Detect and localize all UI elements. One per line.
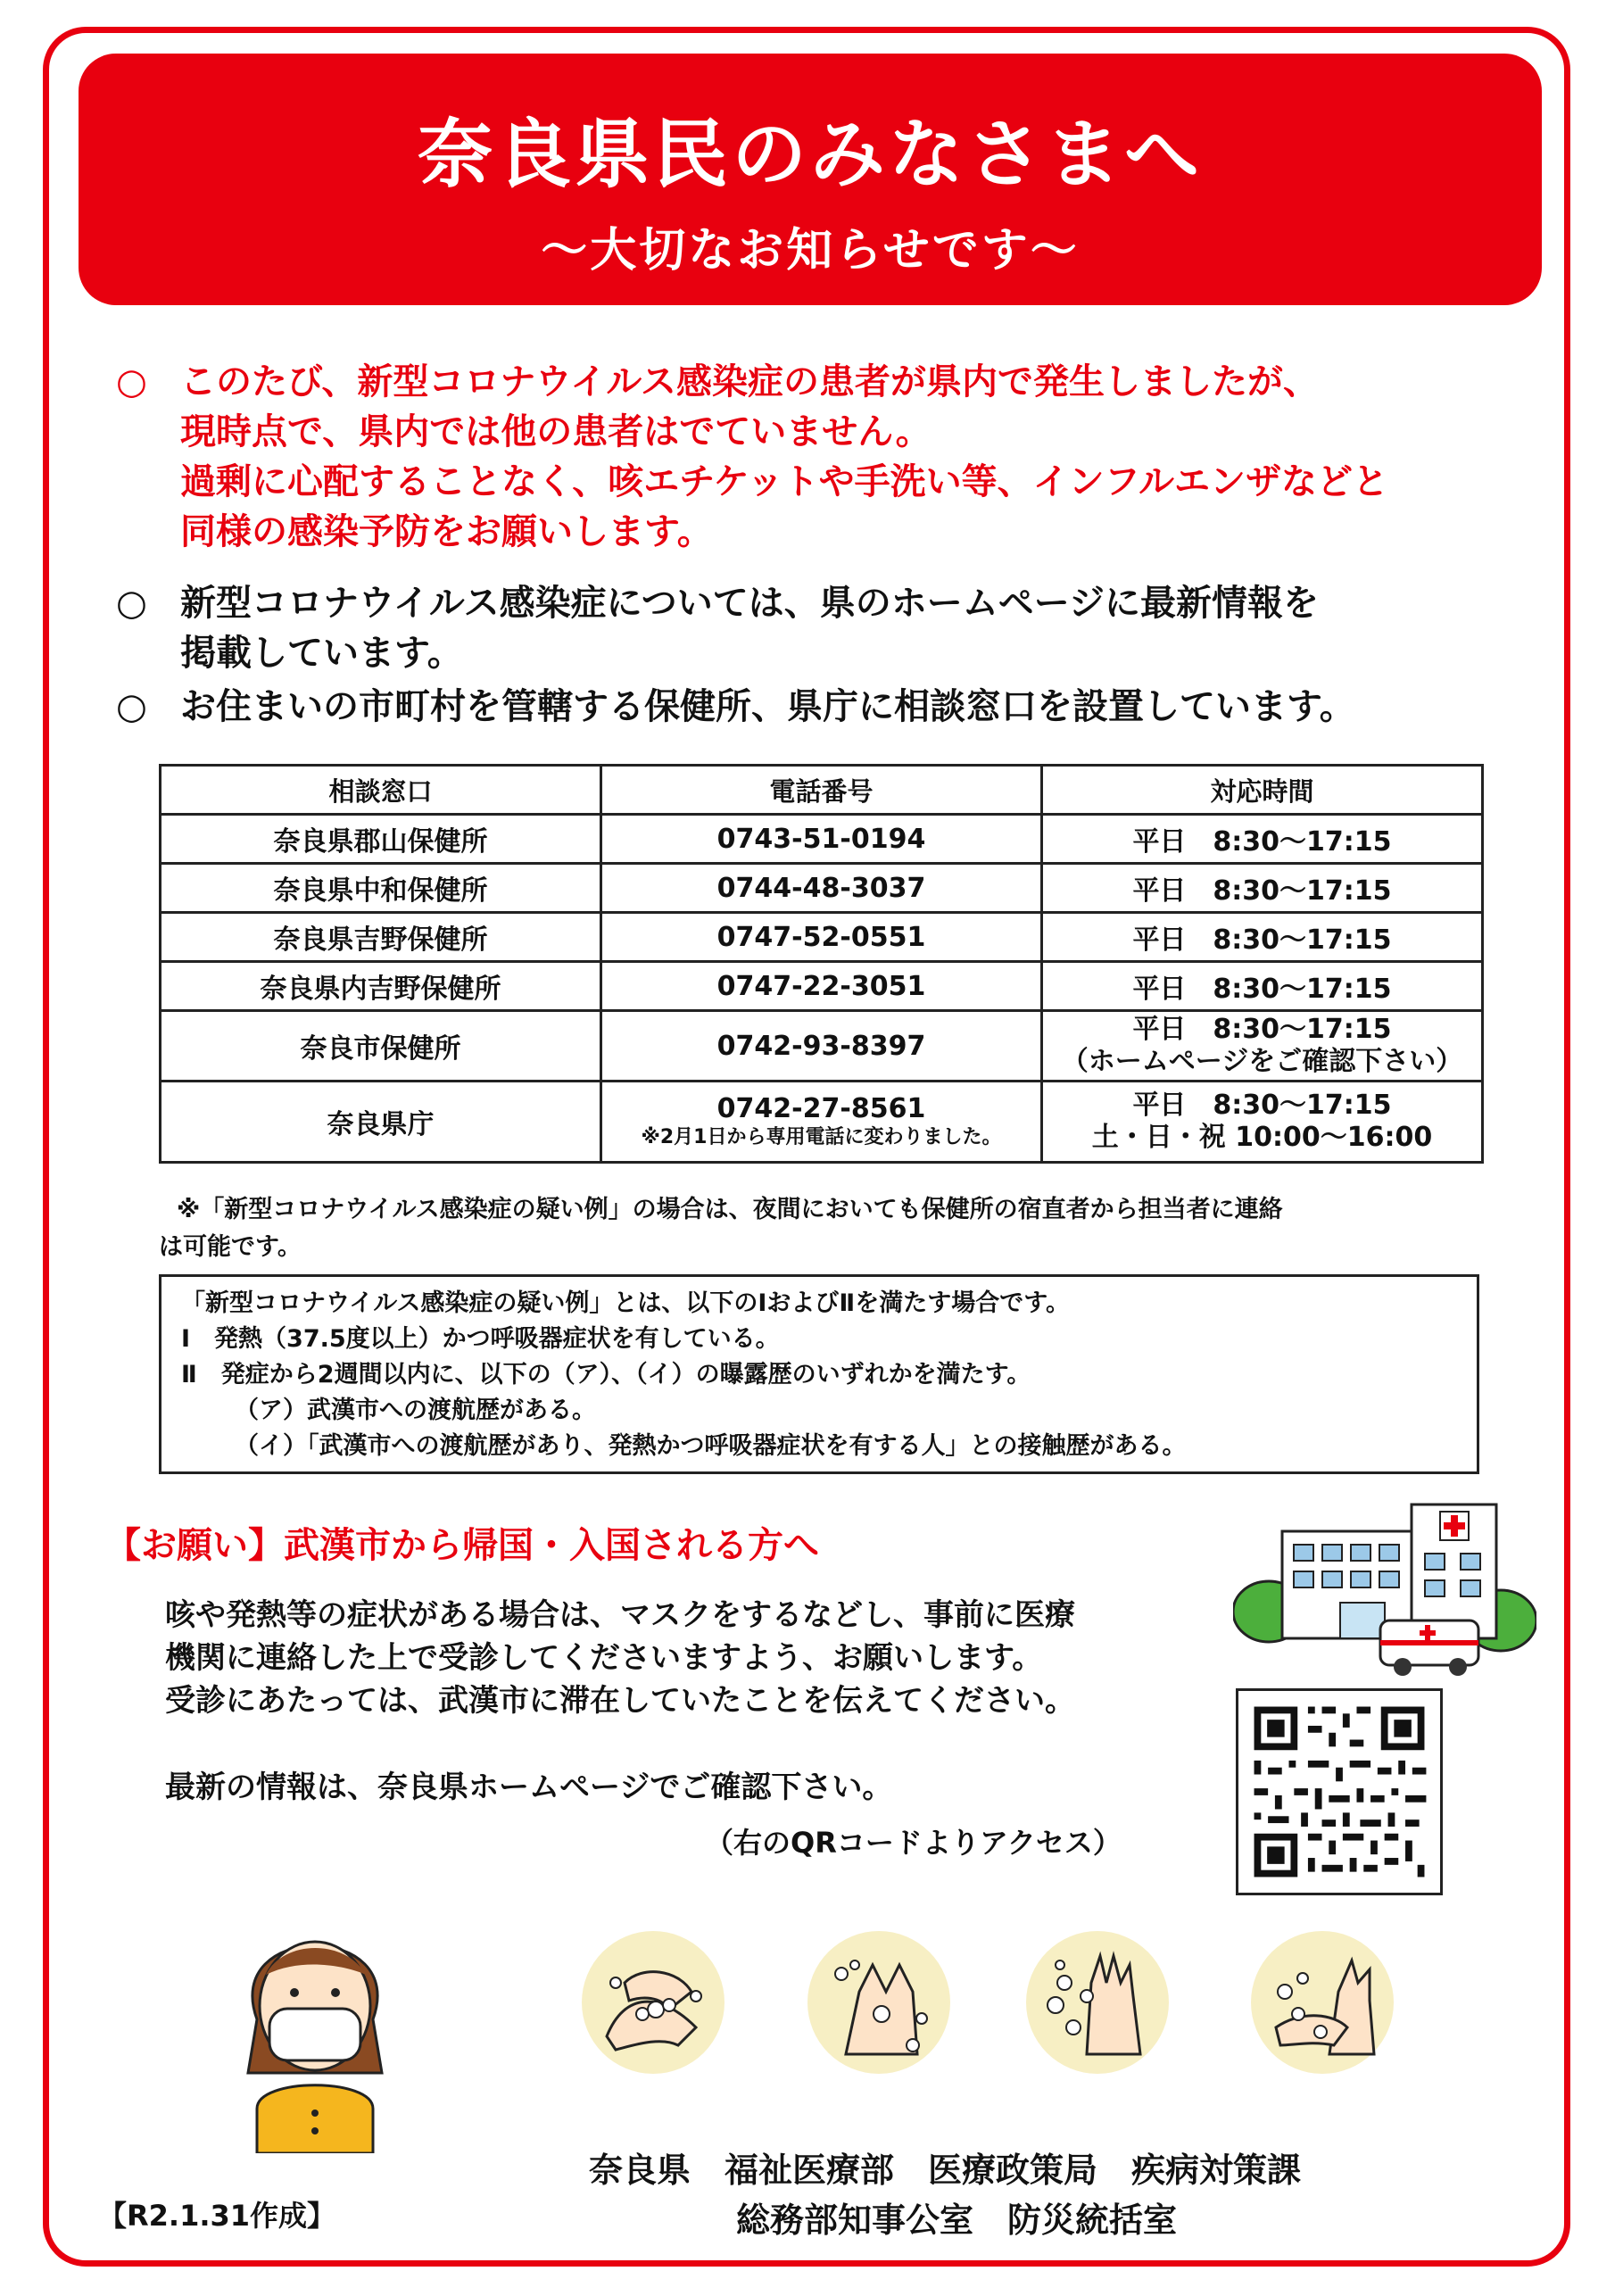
department-line: 総務部知事公室 防災統括室 — [736, 2201, 1178, 2240]
table-row — [161, 1082, 1483, 1163]
bullet-mark: ○ — [116, 686, 147, 727]
phone-note: ※2月1日から専用電話に変わりました。 — [641, 1126, 1002, 1148]
table-row — [161, 1011, 1483, 1082]
definition-line: （ア）武漢市への渡航歴がある。 — [235, 1397, 596, 1424]
qr-code[interactable] — [1236, 1688, 1443, 1895]
office-name: 奈良県内吉野保健所 — [161, 962, 601, 1011]
hours-note: （ホームページをご確認下さい） — [1061, 1046, 1463, 1077]
table-row — [161, 864, 1483, 913]
phone-number: 0747-22-3051 — [601, 962, 1042, 1011]
bullet-line: 同様の感染予防をお願いします。 — [180, 511, 713, 552]
phone-number-cell — [601, 1082, 1042, 1163]
phone-number: 0743-51-0194 — [601, 815, 1042, 864]
bullet-mark: ○ — [116, 361, 147, 402]
office-name: 奈良県吉野保健所 — [161, 913, 601, 962]
handwash-step-1-icon — [580, 1929, 727, 2076]
definition-line: Ⅱ 発症から2週間以内に、以下の（ア）、（イ）の曝露歴のいずれかを満たす。 — [181, 1361, 1031, 1388]
qr-access-note: （右のQRコードよりアクセス） — [705, 1826, 1122, 1860]
request-line: 咳や発熱等の症状がある場合は、マスクをするなどし、事前に医療 — [165, 1597, 1075, 1633]
bullet-line: 現時点で、県内では他の患者はでていません。 — [180, 411, 932, 452]
handwash-step-3-icon — [1024, 1929, 1172, 2076]
masked-woman-illustration — [203, 1886, 426, 2153]
table-header-row — [161, 766, 1483, 815]
office-hours — [1042, 1082, 1483, 1163]
office-name: 奈良県中和保健所 — [161, 864, 601, 913]
hours-line: 平日 8:30～17:15 — [1132, 1014, 1392, 1045]
hours-line: 平日 8:30～17:15 — [1132, 1090, 1392, 1121]
office-name: 奈良市保健所 — [161, 1011, 601, 1082]
hours-line: 土・日・祝 10:00～16:00 — [1091, 1122, 1433, 1153]
phone-number: 0742-93-8397 — [601, 1011, 1042, 1082]
office-name: 奈良県庁 — [161, 1082, 601, 1163]
handwash-step-4-icon — [1249, 1929, 1396, 2076]
consultation-table — [159, 764, 1484, 1164]
department-line: 奈良県 福祉医療部 医療政策局 疾病対策課 — [589, 2151, 1302, 2190]
column-header-hours: 対応時間 — [1042, 766, 1483, 815]
suspected-case-definition — [159, 1274, 1479, 1474]
note-line: は可能です。 — [159, 1233, 302, 1261]
request-line: 受診にあたっては、武漢市に滞在していたことを伝えてください。 — [165, 1683, 1075, 1719]
office-hours: 平日 8:30～17:15 — [1042, 962, 1483, 1011]
phone-number: 0742-27-8561 — [716, 1093, 926, 1124]
issuing-department — [589, 2145, 1301, 2245]
page-title: 奈良県民のみなさまへ — [417, 111, 1203, 198]
office-hours: 平日 8:30～17:15 — [1042, 815, 1483, 864]
bullet-line: 新型コロナウイルス感染症については、県のホームページに最新情報を — [180, 583, 1319, 624]
title-banner — [79, 54, 1542, 305]
definition-line: （イ）「武漢市への渡航歴があり、発熱かつ呼吸器症状を有する人」との接触歴がある。 — [235, 1432, 1187, 1460]
bullet-line: 掲載しています。 — [180, 633, 463, 674]
phone-number: 0744-48-3037 — [601, 864, 1042, 913]
definition-line: 「新型コロナウイルス感染症の疑い例」とは、以下のⅠおよびⅡを満たす場合です。 — [181, 1289, 1071, 1317]
office-name: 奈良県郡山保健所 — [161, 815, 601, 864]
latest-info-text: 最新の情報は、奈良県ホームページでご確認下さい。 — [165, 1770, 893, 1805]
handwash-step-2-icon — [806, 1929, 953, 2076]
created-date: 【R2.1.31作成】 — [98, 2199, 336, 2233]
night-contact-note — [159, 1191, 1479, 1266]
phone-number: 0747-52-0551 — [601, 913, 1042, 962]
bullet-line: 過剰に心配することなく、咳エチケットや手洗い等、インフルエンザなどと — [180, 461, 1388, 502]
request-body — [165, 1594, 1075, 1722]
hospital-illustration — [1233, 1487, 1536, 1678]
request-title: 【お願い】武漢市から帰国・入国される方へ — [105, 1525, 819, 1566]
note-line: ※「新型コロナウイルス感染症の疑い例」の場合は、夜間においても保健所の宿直者から担当者に連絡 — [177, 1196, 1283, 1223]
request-line: 機関に連絡した上で受診してくださいますよう、お願いします。 — [165, 1640, 1043, 1676]
definition-line: Ⅰ 発熱（37.5度以上）かつ呼吸器症状を有している。 — [181, 1325, 780, 1353]
bullet-line: このたび、新型コロナウイルス感染症の患者が県内で発生しましたが、 — [180, 361, 1319, 402]
table-row — [161, 962, 1483, 1011]
office-hours — [1042, 1011, 1483, 1082]
office-hours: 平日 8:30～17:15 — [1042, 864, 1483, 913]
office-hours: 平日 8:30～17:15 — [1042, 913, 1483, 962]
column-header-phone: 電話番号 — [601, 766, 1042, 815]
table-row — [161, 815, 1483, 864]
page-subtitle: ～大切なお知らせです～ — [541, 224, 1080, 278]
table-row — [161, 913, 1483, 962]
bullet-line: お住まいの市町村を管轄する保健所、県庁に相談窓口を設置しています。 — [180, 686, 1355, 727]
bullet-mark: ○ — [116, 583, 147, 624]
column-header-window: 相談窓口 — [161, 766, 601, 815]
